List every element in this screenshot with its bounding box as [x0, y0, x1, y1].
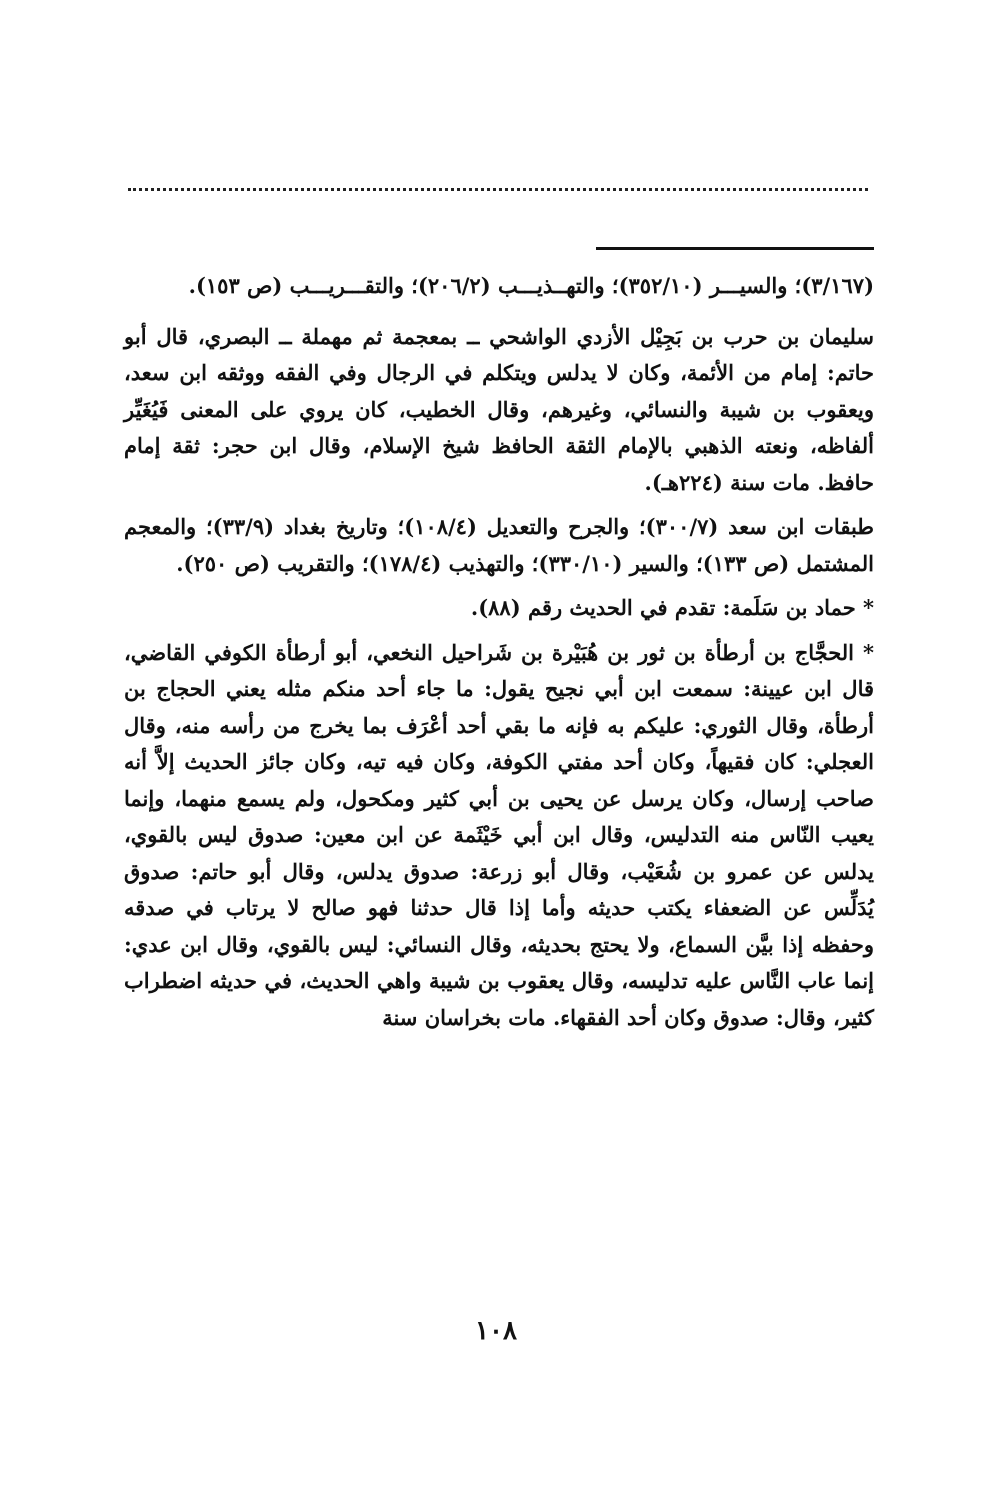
- footnote-paragraph-2: سليمان بن حرب بن بَجِيْل الأزدي الواشحي ــ بمعجمة ثم مهملة ــ البصري، قال أبو حاتم: إمام من الأئمة، وكان لا يدلس ويتكلم في الرجال وفي الفقه ووثقه ابن سعد، ويعقوب بن شيبة والنسائي، وغيرهم، وقال الخطيب، كان يروي على المعنى فَيُغَيِّر ألفاظه، ونعته الذهبي بالإمام الثقة الحافظ شيخ الإسلام، وقال ابن حجر: ثقة إمام حافظ. مات سنة (٢٢٤هـ).: [124, 323, 874, 495]
- footnote-paragraph-4: * حماد بن سَلَمة: تقدم في الحديث رقم (٨٨).: [470, 595, 874, 620]
- page-number: ١٠٨: [475, 1316, 517, 1346]
- footnote-paragraph-3: طبقات ابن سعد (٣٠٠/٧)؛ والجرح والتعديل (١٠٨/٤)؛ وتاريخ بغداد (٣٣/٩)؛ والمعجم المشتمل (ص ١٣٣)؛ والسير (٣٣٠/١٠)؛ والتهذيب (١٧٨/٤)؛ والتقريب (ص ٢٥٠).: [124, 514, 874, 576]
- footnote-paragraph-1: (٣/١٦٧)؛ والسيـــر (٣٥٢/١٠)؛ والتهــذيـــب (٢٠٦/٢)؛ والتقـــريـــب (ص ١٥٣).: [188, 273, 874, 298]
- dotted-separator: [128, 188, 868, 191]
- footnote-rule: [596, 247, 874, 250]
- footnote-text: [124, 268, 874, 1044]
- footnote-paragraph-5: * الحجَّاج بن أرطأة بن ثور بن هُبَيْرة بن شَراحيل النخعي، أبو أرطأة الكوفي القاضي، قال ابن عيينة: سمعت ابن أبي نجيح يقول: ما جاء أحد منكم مثله يعني الحجاج بن أرطأة، وقال الثوري: عليكم به فإنه ما بقي أحد أعْرَف بما يخرج من رأسه منه، وقال العجلي: كان فقيهاً، وكان أحد مفتي الكوفة، وكان فيه تيه، وكان جائز الحديث إلاَّ أنه صاحب إرسال، وكان يرسل عن يحيى بن أبي كثير ومكحول، ولم يسمع منهما، وإنما يعيب النّاس منه التدليس، وقال ابن أبي خَيْثَمة عن ابن معين: صدوق ليس بالقوي، يدلس عن عمرو بن شُعَيْب، وقال أبو زرعة: صدوق يدلس، وقال أبو حاتم: صدوق يُدَلِّس عن الضعفاء يكتب حديثه وأما إذا قال حدثنا فهو صالح لا يرتاب في صدقه وحفظه إذا بيَّن السماع، ولا يحتج بحديثه، وقال النسائي: ليس بالقوي، وقال ابن عدي: إنما عاب النَّاس عليه تدليسه، وقال يعقوب بن شيبة واهي الحديث، في حديثه اضطراب كثير، وقال: صدوق وكان أحد الفقهاء. مات بخراسان سنة: [124, 639, 875, 1030]
